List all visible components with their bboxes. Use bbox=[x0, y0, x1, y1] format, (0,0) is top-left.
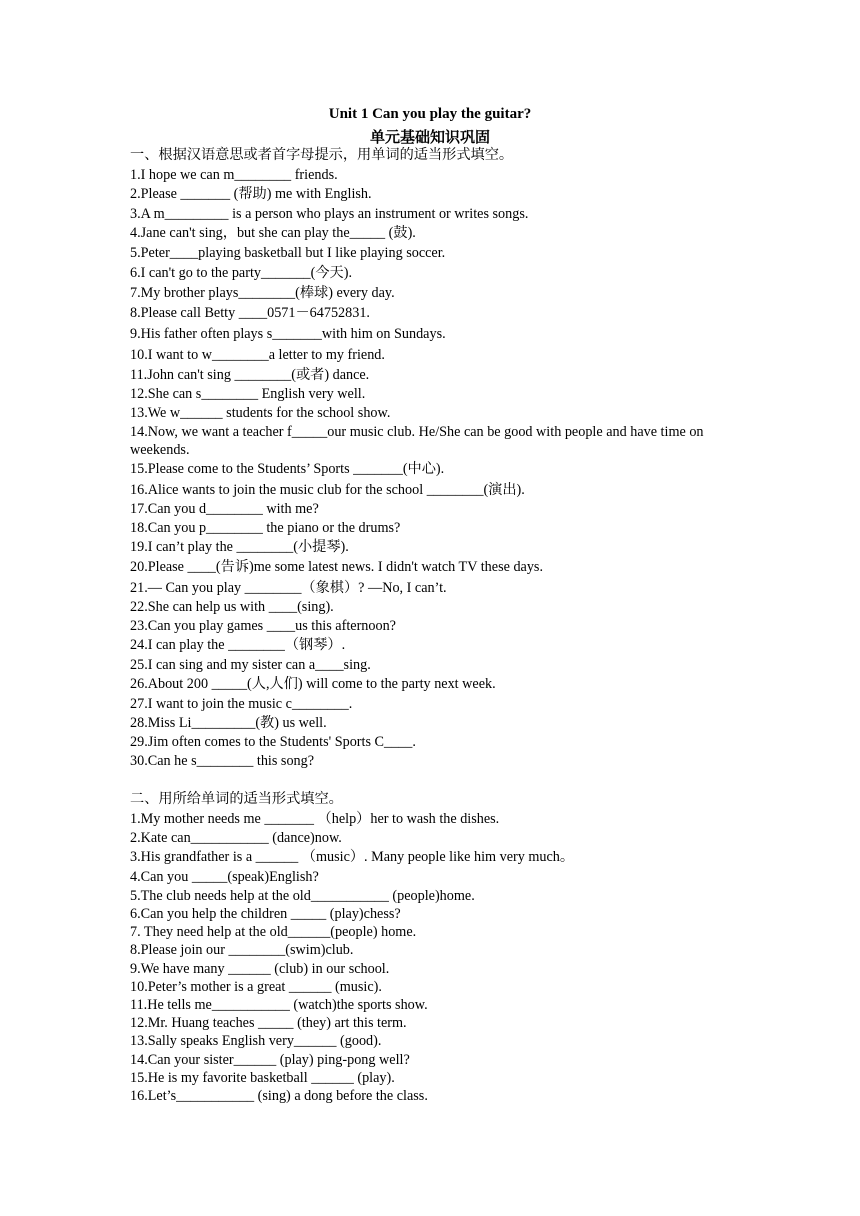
section1-heading: 一、根据汉语意思或者首字母提示，用单词的适当形式填空。 bbox=[130, 147, 514, 163]
section1-item: 15.Please come to the Students’ Sports _______(中心). bbox=[130, 461, 445, 477]
section1-item: 22.She can help us with ____(sing). bbox=[130, 599, 334, 615]
section2-item: 9.We have many ______ (club) in our school. bbox=[130, 961, 390, 977]
section1-item: 20.Please ____(告诉)me some latest news. I didn't watch TV these days. bbox=[130, 559, 543, 575]
section1-item: 8.Please call Betty ____0571－64752831. bbox=[130, 305, 370, 321]
section2-item: 15.He is my favorite basketball ______ (play). bbox=[130, 1070, 395, 1086]
section2-item: 10.Peter’s mother is a great ______ (music). bbox=[130, 979, 382, 995]
section1-item: 10.I want to w________a letter to my friend. bbox=[130, 347, 385, 363]
section2-item: 8.Please join our ________(swim)club. bbox=[130, 942, 354, 958]
section2-item: 5.The club needs help at the old___________ (people)home. bbox=[130, 888, 475, 904]
section1-item: 30.Can he s________ this song? bbox=[130, 753, 315, 769]
section1-item: 24.I can play the ________（钢琴）. bbox=[130, 637, 346, 653]
section1-item: 4.Jane can't sing，but she can play the_____ (鼓). bbox=[130, 225, 416, 241]
section1-item: 13.We w______ students for the school show. bbox=[130, 405, 391, 421]
section1-item: 23.Can you play games ____us this afternoon? bbox=[130, 618, 396, 634]
section2-item: 12.Mr. Huang teaches _____ (they) art this term. bbox=[130, 1015, 407, 1031]
section1-item: 5.Peter____playing basketball but I like playing soccer. bbox=[130, 245, 446, 261]
section1-item: 25.I can sing and my sister can a____sing. bbox=[130, 657, 371, 673]
section1-item: 29.Jim often comes to the Students' Sports C____. bbox=[130, 734, 416, 750]
section2-heading: 二、用所给单词的适当形式填空。 bbox=[130, 791, 343, 807]
section2-item: 11.He tells me___________ (watch)the sports show. bbox=[130, 997, 428, 1013]
section1-item: 6.I can't go to the party_______(今天). bbox=[130, 265, 353, 281]
section1-item: 12.She can s________ English very well. bbox=[130, 386, 366, 402]
section2-item: 1.My mother needs me _______ （help）her to wash the dishes. bbox=[130, 811, 500, 827]
section1-item: 16.Alice wants to join the music club for the school ________(演出). bbox=[130, 482, 525, 498]
section2-item: 16.Let’s___________ (sing) a dong before the class. bbox=[130, 1088, 428, 1104]
page-title: Unit 1 Can you play the guitar? bbox=[328, 106, 532, 122]
section1-item: 9.His father often plays s_______with him on Sundays. bbox=[130, 326, 446, 342]
section1-item: 1.I hope we can m________ friends. bbox=[130, 167, 338, 183]
section2-item: 13.Sally speaks English very______ (good). bbox=[130, 1033, 382, 1049]
section2-item: 4.Can you _____(speak)English? bbox=[130, 869, 319, 885]
section1-item: 17.Can you d________ with me? bbox=[130, 501, 319, 517]
section2-item: 6.Can you help the children _____ (play)chess? bbox=[130, 906, 401, 922]
section2-item: 14.Can your sister______ (play) ping-pong well? bbox=[130, 1052, 410, 1068]
section1-item: 2.Please _______ (帮助) me with English. bbox=[130, 186, 372, 202]
section1-item: 28.Miss Li_________(教) us well. bbox=[130, 715, 327, 731]
section1-item: 11.John can't sing ________(或者) dance. bbox=[130, 367, 370, 383]
section1-item: 21.— Can you play ________（象棋）? —No, I can’t. bbox=[130, 580, 447, 596]
section2-item: 3.His grandfather is a ______ （music）. Many people like him very much。 bbox=[130, 849, 575, 865]
section1-item: 26.About 200 _____(人,人们) will come to the party next week. bbox=[130, 676, 496, 692]
section1-item: 27.I want to join the music c________. bbox=[130, 696, 353, 712]
section1-item: 19.I can’t play the ________(小提琴). bbox=[130, 539, 349, 555]
page-subtitle: 单元基础知识巩固 bbox=[369, 130, 490, 146]
section2-item: 2.Kate can___________ (dance)now. bbox=[130, 830, 342, 846]
section1-item: 3.A m_________ is a person who plays an instrument or writes songs. bbox=[130, 206, 529, 222]
section1-item: 18.Can you p________ the piano or the drums? bbox=[130, 520, 401, 536]
section2-item: 7. They need help at the old______(people) home. bbox=[130, 924, 417, 940]
section1-item: 7.My brother plays________(棒球) every day. bbox=[130, 285, 395, 301]
section1-item: 14.Now, we want a teacher f_____our music club. He/She can be good with people and have time on weekends. bbox=[130, 424, 704, 458]
